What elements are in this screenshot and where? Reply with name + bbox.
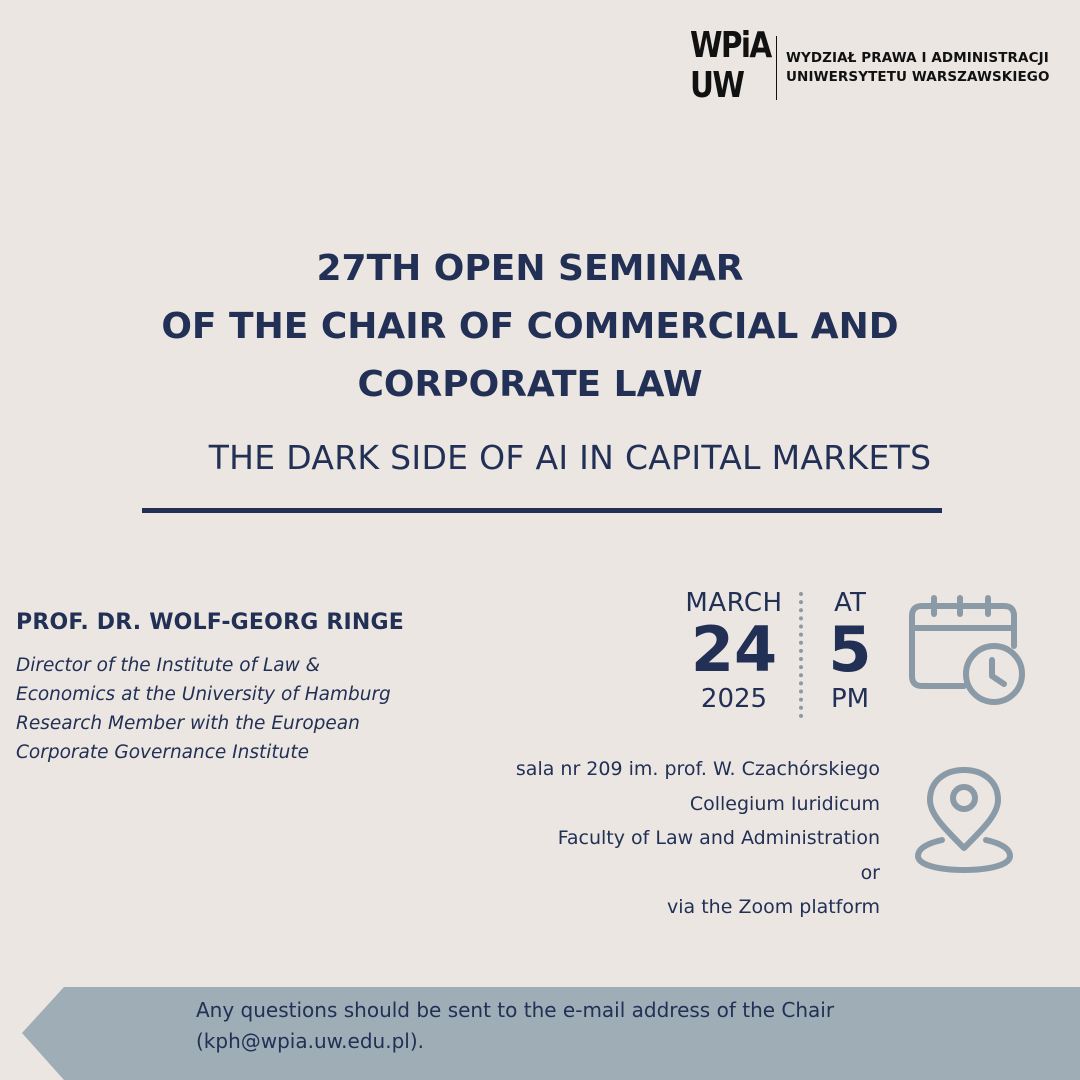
time-hour: 5 bbox=[828, 613, 872, 686]
speaker-bio-line: Corporate Governance Institute bbox=[16, 742, 310, 763]
logo-divider bbox=[776, 36, 777, 100]
faculty-name-line2: UNIWERSYTETU WARSZAWSKIEGO bbox=[786, 69, 1050, 85]
venue-line: Collegium Iuridicum bbox=[689, 792, 880, 815]
venue-line: via the Zoom platform bbox=[667, 896, 880, 918]
speaker-name: PROF. DR. WOLF-GEORG RINGE bbox=[16, 610, 404, 635]
faculty-name-line1: WYDZIAŁ PRAWA I ADMINISTRACJI bbox=[786, 50, 1049, 66]
title-divider bbox=[142, 508, 942, 513]
date-year: 2025 bbox=[700, 684, 768, 714]
speaker-bio-line: Director of the Institute of Law & bbox=[16, 655, 321, 676]
date-time-separator bbox=[799, 592, 803, 718]
calendar-clock-icon bbox=[904, 594, 1030, 708]
heading-line2: OF THE CHAIR OF COMMERCIAL AND bbox=[161, 306, 899, 347]
faculty-name bbox=[786, 49, 1050, 87]
logo-mark-line2: UW bbox=[690, 65, 744, 106]
time-at: AT bbox=[834, 588, 866, 618]
logo-mark-line1: WPiA bbox=[690, 25, 771, 66]
location-pin-icon bbox=[914, 766, 1014, 876]
venue-line: or bbox=[860, 861, 880, 884]
time-period: PM bbox=[830, 684, 870, 714]
speaker-bio bbox=[16, 651, 456, 767]
contact-note bbox=[196, 995, 1056, 1057]
seminar-subtitle: THE DARK SIDE OF AI IN CAPITAL MARKETS bbox=[208, 438, 932, 477]
event-date bbox=[676, 586, 792, 716]
seminar-heading bbox=[60, 240, 1000, 414]
venue-line: Faculty of Law and Administration bbox=[557, 827, 880, 849]
heading-line1: 27TH OPEN SEMINAR bbox=[316, 248, 744, 289]
contact-note-line1: Any questions should be sent to the e-mail address of the Chair bbox=[196, 998, 835, 1022]
speaker-bio-line: Economics at the University of Hamburg bbox=[16, 684, 391, 705]
heading-line3: CORPORATE LAW bbox=[357, 364, 703, 405]
speaker-bio-line: Research Member with the European bbox=[16, 713, 360, 734]
date-month: MARCH bbox=[685, 588, 783, 618]
date-day: 24 bbox=[690, 613, 778, 686]
venue-details bbox=[516, 752, 880, 925]
contact-note-line2[interactable]: (kph@wpia.uw.edu.pl). bbox=[196, 1029, 424, 1053]
wpia-uw-logo bbox=[690, 25, 771, 106]
event-time bbox=[818, 586, 882, 716]
venue-line: sala nr 209 im. prof. W. Czachórskiego bbox=[515, 758, 880, 780]
